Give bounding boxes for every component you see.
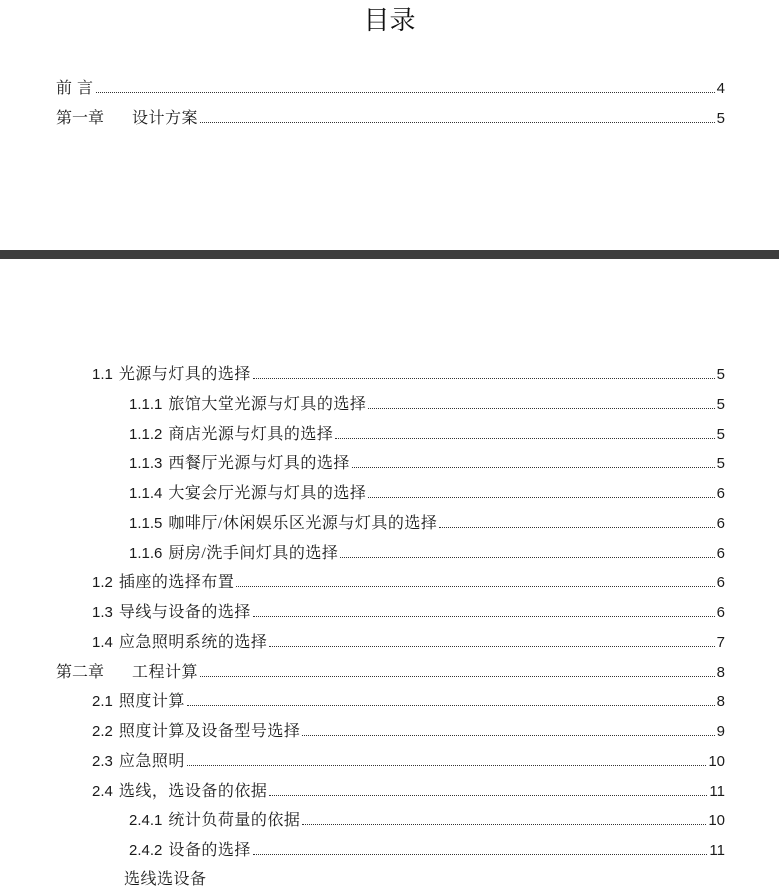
toc-page-number: 5	[716, 110, 725, 127]
toc-page-number: 6	[716, 545, 725, 562]
toc-entry[interactable]	[0, 602, 725, 624]
toc-dot-leader	[236, 586, 714, 587]
toc-dot-leader	[335, 438, 714, 439]
toc-dot-leader	[269, 646, 714, 647]
toc-dot-leader	[253, 378, 715, 379]
toc-page-number: 7	[716, 634, 725, 651]
toc-entry[interactable]	[0, 572, 725, 594]
toc-entry-number: 2.1	[92, 693, 113, 710]
toc-entry-number: 1.2	[92, 574, 113, 591]
toc-entry-title: 设计方案	[132, 110, 199, 127]
toc-page-number: 6	[716, 604, 725, 621]
toc-page-number: 6	[716, 574, 725, 591]
toc-entry-title: 工程计算	[132, 664, 199, 681]
toc-page-number: 6	[716, 515, 725, 532]
toc-entry[interactable]	[0, 781, 725, 803]
toc-dot-leader	[269, 795, 707, 796]
toc-entry-title: 插座的选择布置	[118, 574, 235, 591]
toc-entry-title: 商店光源与灯具的选择	[168, 426, 334, 443]
toc-page-number: 6	[716, 485, 725, 502]
toc-entry[interactable]	[0, 394, 725, 416]
toc-entry-partial	[124, 863, 224, 888]
page-title: 目录	[363, 6, 416, 36]
toc-entry[interactable]	[0, 424, 725, 446]
toc-entry[interactable]	[0, 840, 725, 862]
toc-entry-number: 1.4	[92, 634, 113, 651]
toc-entry[interactable]	[0, 691, 725, 713]
toc-entry[interactable]	[0, 721, 725, 743]
toc-entry-title: 咖啡厅/休闲娱乐区光源与灯具的选择	[168, 515, 438, 532]
toc-entry[interactable]	[0, 364, 725, 386]
toc-entry-number: 1.1	[92, 366, 113, 383]
toc-entry-title: 照度计算及设备型号选择	[118, 723, 301, 740]
toc-entry[interactable]	[0, 810, 725, 832]
toc-dot-leader	[368, 408, 714, 409]
toc-dot-leader	[253, 854, 708, 855]
toc-page-number: 5	[716, 426, 725, 443]
toc-entry-title: 设备的选择	[168, 842, 251, 859]
toc-entry-title: 选线选设备	[124, 871, 207, 888]
toc-entry[interactable]	[0, 483, 725, 505]
toc-entry-title: 照度计算	[118, 693, 185, 710]
toc-dot-leader	[187, 705, 715, 706]
toc-entry[interactable]	[0, 513, 725, 535]
toc-page-number: 10	[708, 812, 725, 829]
toc-entry-title: 大宴会厅光源与灯具的选择	[168, 485, 367, 502]
toc-page-number: 8	[716, 664, 725, 681]
toc-page-number: 11	[709, 842, 725, 859]
toc-page-number: 11	[709, 783, 725, 800]
toc-entry-number: 2.2	[92, 723, 113, 740]
toc-entry-number: 2.4.1	[129, 812, 163, 829]
toc-entry-number: 2.4.2	[129, 842, 163, 859]
toc-entry[interactable]	[0, 662, 725, 684]
toc-entry-title: 西餐厅光源与灯具的选择	[168, 455, 350, 472]
toc-entry-number: 1.1.5	[129, 515, 163, 532]
toc-dot-leader	[302, 824, 706, 825]
toc-entry-title: 光源与灯具的选择	[118, 366, 251, 383]
toc-entry[interactable]	[0, 632, 725, 654]
toc-entry-title: 前 言	[56, 80, 94, 97]
toc-dot-leader	[253, 616, 715, 617]
toc-entry-number: 1.1.3	[129, 455, 163, 472]
toc-entry-title: 旅馆大堂光源与灯具的选择	[168, 396, 367, 413]
toc-entry[interactable]	[0, 78, 725, 100]
toc-dot-leader	[352, 467, 715, 468]
toc-entry-number: 2.4	[92, 783, 113, 800]
toc-entry-number: 1.1.6	[129, 545, 163, 562]
toc-entry-title: 厨房/洗手间灯具的选择	[168, 545, 339, 562]
toc-page-number: 5	[716, 366, 725, 383]
toc-page-number: 9	[716, 723, 725, 740]
toc-entry-title: 统计负荷量的依据	[168, 812, 301, 829]
toc-entry-number: 1.1.1	[129, 396, 163, 413]
toc-dot-leader	[200, 122, 715, 123]
toc-entry[interactable]	[0, 543, 725, 565]
toc-chapter-number: 第一章	[56, 110, 105, 127]
toc-dot-leader	[340, 557, 714, 558]
toc-dot-leader	[187, 765, 706, 766]
toc-dot-leader	[368, 497, 714, 498]
toc-entry-title: 应急照明系统的选择	[118, 634, 268, 651]
toc-page-number: 5	[716, 396, 725, 413]
toc-entry-title: 导线与设备的选择	[118, 604, 251, 621]
toc-entry[interactable]	[0, 108, 725, 130]
toc-entry[interactable]	[0, 453, 725, 475]
toc-entry-number: 2.3	[92, 753, 113, 770]
toc-chapter-number: 第二章	[56, 664, 105, 681]
toc-entry-number: 1.3	[92, 604, 113, 621]
toc-entry-number: 1.1.2	[129, 426, 163, 443]
toc-dot-leader	[96, 92, 715, 93]
toc-page-number: 4	[716, 80, 725, 97]
toc-entry-title: 应急照明	[118, 753, 185, 770]
toc-entry[interactable]	[0, 751, 725, 773]
toc-page-number: 5	[716, 455, 725, 472]
toc-dot-leader	[302, 735, 714, 736]
toc-dot-leader	[439, 527, 714, 528]
page-separator	[0, 250, 779, 259]
toc-dot-leader	[200, 676, 715, 677]
toc-entry-title: 选线，选设备的依据	[118, 783, 268, 800]
toc-page-number: 8	[716, 693, 725, 710]
toc-entry-number: 1.1.4	[129, 485, 163, 502]
toc-page-number: 10	[708, 753, 725, 770]
